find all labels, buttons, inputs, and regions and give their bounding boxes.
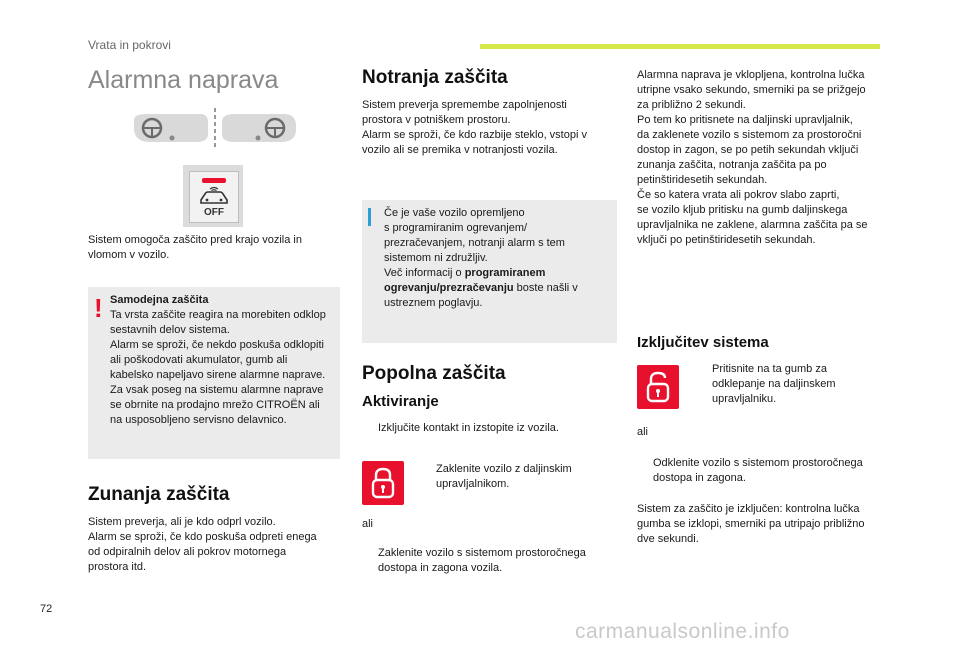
disable-step-1: Pritisnite na ta gumb za odklepanje na daljinskem upravljalniku.	[712, 363, 836, 405]
info-text: Če je vaše vozilo opremljeno s programiranim ogrevanjem/ prezračevanjem, notranji alarm s tem sistemom ni združljiv. Več informacij o programiranem ogrevanju/prezračevanju boste našli v ustreznem poglavju.	[384, 207, 578, 309]
activation-step-3: Zaklenite vozilo s sistemom prostoročnega dostopa in zagona vozila.	[378, 547, 586, 574]
activation-step-1: Izključite kontakt in izstopite iz vozila.	[378, 422, 559, 434]
warning-icon: !	[94, 293, 103, 323]
car-alarm-icon	[198, 186, 230, 206]
header-accent-bar	[480, 44, 880, 49]
warning-box	[88, 287, 340, 459]
alarm-intro: Sistem omogoča zaščito pred krajo vozila in vlomom v vozilo.	[88, 234, 302, 261]
unlock-button-illustration	[637, 365, 679, 409]
exterior-title: Zunanja zaščita	[88, 484, 230, 505]
full-title: Popolna zaščita	[362, 363, 506, 384]
exterior-text: Sistem preverja, ali je kdo odprl vozilo. Alarm se sproži, če kdo poskuša odpreti enega od odpiralnih delov ali pokrov motornega prostora itd.	[88, 516, 317, 573]
page-number: 72	[40, 603, 53, 615]
info-icon	[368, 208, 371, 226]
info-box	[362, 200, 617, 343]
disable-or: ali	[637, 426, 649, 438]
off-label: OFF	[204, 207, 224, 218]
activation-or: ali	[362, 518, 374, 530]
alarm-status-text: Alarmna naprava je vklopljena, kontrolna lučka utripne vsako sekundo, smerniki pa se prižgejo za približno 2 sekundi. Po tem ko pritisnete na daljinski upravljalnik, da zaklenete vozilo s sistemom za prostoročni dostop in zagon, se po petih sekundah vključi zunanja zaščita, notranja zaščita pa po petinštiridesetih sekundah. Če so katera vrata ali pokrov slabo zaprti, se vozilo kljub pritisku na gumb daljinskega upravljalnika ne zaklene, alarmna zaščita pa se vključi po petinštiridesetih sekundah.	[637, 69, 868, 246]
lock-icon	[362, 461, 404, 505]
activation-title: Aktiviranje	[362, 393, 439, 410]
car-interior-illustration	[130, 106, 300, 150]
disable-result: Sistem za zaščito je izključen: kontrolna lučka gumba se izklopi, smerniki pa utripajo približno dve sekundi.	[637, 503, 865, 545]
lock-button-illustration	[362, 461, 404, 505]
interior-text: Sistem preverja spremembe zapolnjenosti prostora v potniškem prostoru. Alarm se sproži, če kdo razbije steklo, vstopi v vozilo ali se premika v notranjosti vozila.	[362, 99, 587, 156]
disable-title: Izključitev sistema	[637, 334, 769, 351]
alarm-title: Alarmna naprava	[88, 66, 279, 94]
unlock-icon	[637, 365, 679, 409]
led-indicator-icon	[202, 178, 226, 183]
warning-text: Samodejna zaščita Ta vrsta zaščite reagira na morebiten odklop sestavnih delov sistema. Alarm se sproži, če nekdo poskuša odklopiti ali poškodovati akumulator, gumb ali kabelsko napeljavo sirene alarmne naprave. Za vsak poseg na sistemu alarmne naprave se obrnite na prodajno mrežo CITROËN ali na usposobljeno servisno delavnico.	[110, 294, 326, 426]
interior-title: Notranja zaščita	[362, 67, 508, 88]
disable-step-2: Odklenite vozilo s sistemom prostoročnega dostopa in zagona.	[653, 457, 863, 484]
section-header: Vrata in pokrovi	[88, 38, 171, 52]
alarm-off-button-illustration	[183, 165, 243, 227]
activation-step-2: Zaklenite vozilo z daljinskim upravljalnikom.	[436, 463, 572, 490]
watermark: carmanualsonline.info	[575, 620, 790, 643]
